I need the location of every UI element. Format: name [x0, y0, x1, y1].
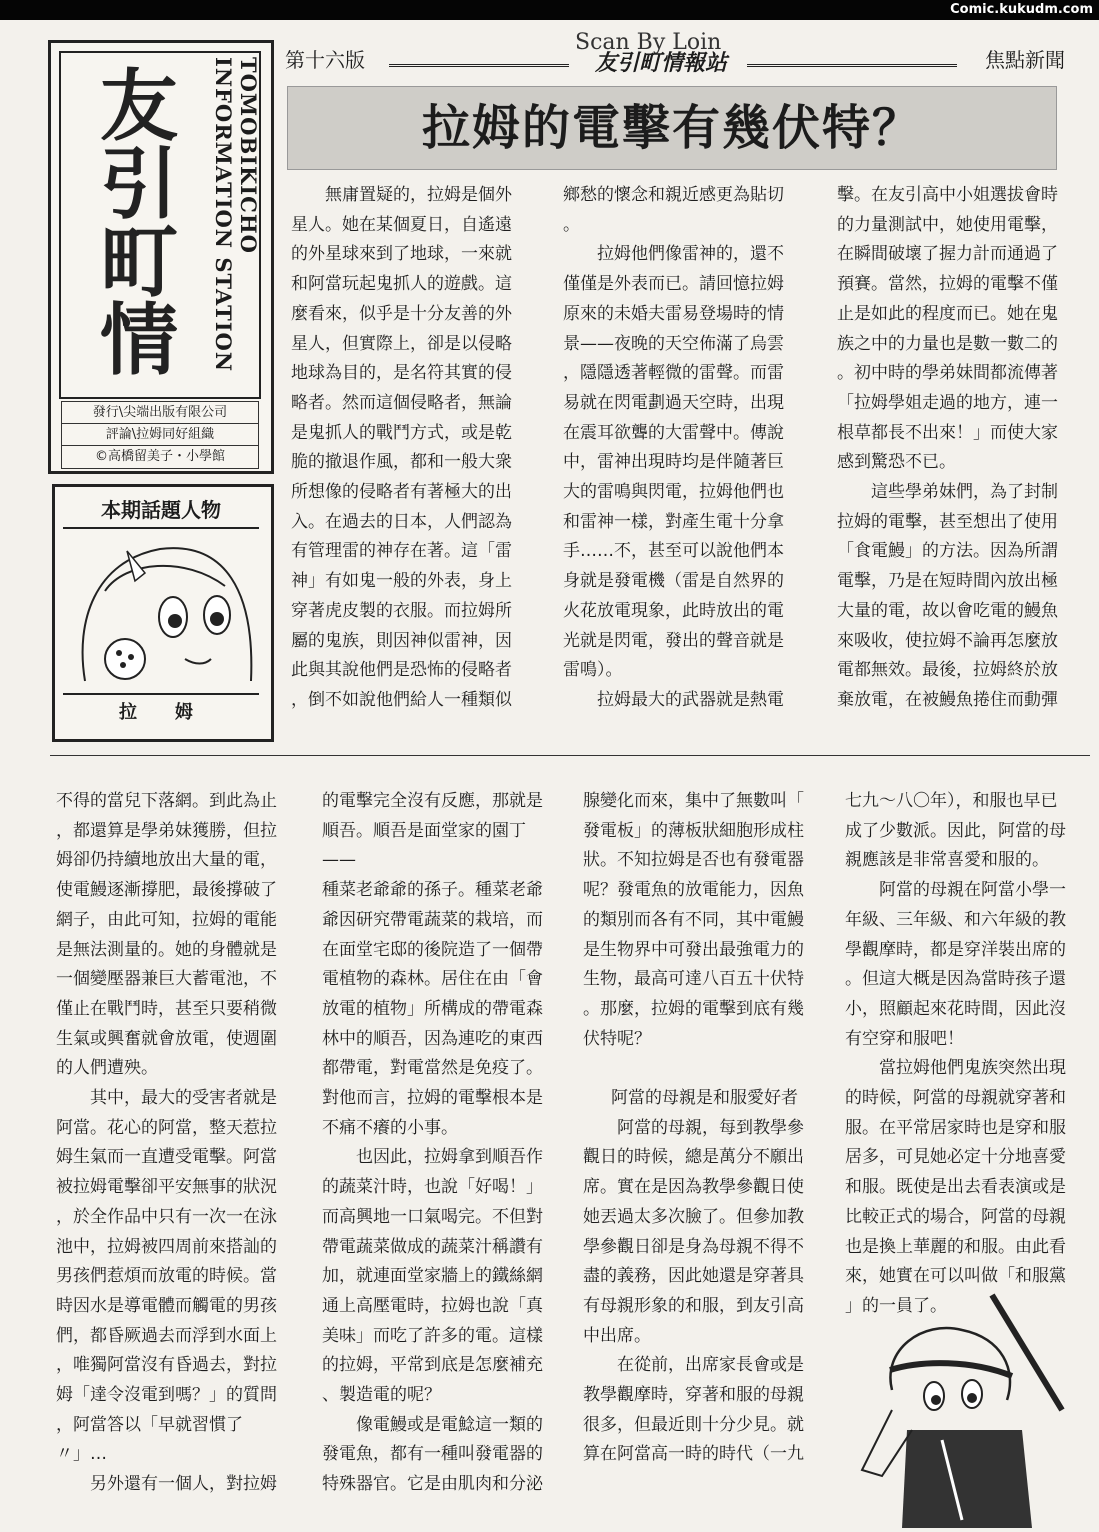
article-line: 」的一員了。: [845, 1295, 947, 1316]
article-line: 狀。不知拉姆是否也有發電器: [583, 850, 804, 871]
article-line: 有空穿和服吧！: [845, 1028, 964, 1049]
article-line: 穿著虎皮製的衣服。而拉姆所: [291, 600, 512, 621]
article-line: 是無法測量的。她的身體就是: [56, 939, 277, 960]
article-line: 七九～八〇年），和服也早已: [845, 791, 1058, 811]
article-line: 帶電蔬菜做成的蔬菜汁稱讚有: [322, 1236, 543, 1257]
article-line: 僅僅是外表而已。請回憶拉姆: [563, 274, 784, 295]
article-line: 感到驚恐不已。: [837, 452, 956, 473]
article-line: 略者。然而這個侵略者，無論: [291, 392, 512, 413]
article-line: 電都無效。最後，拉姆終於放: [837, 660, 1058, 681]
article-line: 池中，拉姆被四周前來搭訕的: [56, 1236, 277, 1257]
article-line: 一個變壓器兼巨大蓄電池，不: [56, 969, 277, 990]
article-column-bottom-4: [845, 787, 1080, 1322]
article-line: 所想像的侵略者有著極大的出: [291, 482, 512, 503]
scan-credit: Scan By Loin: [575, 30, 722, 55]
article-line: 觀日的時候，總是萬分不願出: [583, 1147, 804, 1168]
article-line: 種菜老爺爺的孫子。種菜老爺: [322, 880, 543, 901]
article-line: 姆卻仍持續地放出大量的電，: [56, 850, 277, 871]
article-line: 這些學弟妹們，為了封制: [871, 482, 1058, 503]
article-line: ，阿當答以「早就習慣了〃」…: [56, 1414, 243, 1465]
article-line: 不得的當兒下落網。到此為止: [56, 791, 277, 811]
article-line: 大量的電，故以會吃電的鰻魚: [837, 600, 1058, 621]
article-line: 。初中時的學弟妹間都流傳著: [837, 363, 1058, 384]
article-line: 中，雷神出現時均是伴隨著巨: [563, 452, 784, 473]
article-line: 被拉姆電擊卻平安無事的狀況: [56, 1177, 277, 1198]
article-line: 星人。她在某個夏日，自遙遠: [291, 214, 512, 235]
article-line: [583, 1054, 818, 1084]
article-line: 來，她實在可以叫做「和服黨: [845, 1266, 1066, 1287]
article-line: 預賽。當然，拉姆的電擊不僅: [837, 274, 1058, 295]
article-line: 屬的鬼族，則因神似雷神，因: [291, 630, 512, 651]
masthead-char: 友: [99, 62, 178, 152]
article-column-bottom-3: [583, 787, 818, 1470]
article-line: 其中，最大的受害者就是: [90, 1088, 277, 1109]
article-line: 是鬼抓人的戰鬥方式，或是乾: [291, 422, 512, 443]
article-column-bottom-1: [56, 787, 291, 1500]
article-line: 美味」而吃了許多的電。這樣: [322, 1325, 543, 1346]
page-header: [285, 30, 1065, 76]
article-line: 在瞬間破壞了握力計而通過了: [837, 244, 1058, 265]
article-line: 原來的未婚夫雷易登場時的情: [563, 303, 784, 324]
article-line: 算在阿當高一時的時代（一九: [583, 1444, 804, 1465]
article-line: 擊。在友引高中小姐選拔會時: [837, 185, 1058, 205]
masthead-char: 情: [99, 296, 178, 386]
article-line: 姆「達令沒電到嗎？」的質問: [56, 1385, 277, 1406]
article-line: 發電魚，都有一種叫發電器的: [322, 1444, 543, 1465]
article-line: 阿當的母親，每到教學參: [617, 1117, 804, 1138]
article-line: 星人，但實際上，卻是以侵略: [291, 333, 512, 354]
article-line: 拉姆最大的武器就是熱電: [597, 689, 784, 710]
article-line: 麼看來，似乎是十分友善的外: [291, 303, 512, 324]
article-line: 來吸收，使拉姆不論再怎麼放: [837, 630, 1058, 651]
article-line: 大的雷鳴與閃電，拉姆他們也: [563, 482, 784, 503]
topic-title: 本期話題人物: [63, 493, 259, 529]
article-line: 教學觀摩時，穿著和服的母親: [583, 1385, 804, 1406]
article-line: 「拉姆學姐走過的地方，連一: [837, 392, 1058, 413]
masthead-title: [79, 62, 199, 386]
article-line: 的拉姆，平常到底是怎麼補充: [322, 1355, 543, 1376]
article-line: 林中的順吾，因為連吃的東西: [322, 1028, 543, 1049]
article-line: 爺因研究帶電蔬菜的栽培，而: [322, 909, 543, 930]
article-line: 當拉姆他們鬼族突然出現: [879, 1058, 1066, 1079]
article-line: 棄放電，在被鰻魚捲住而動彈: [837, 689, 1058, 710]
article-column-bottom-2: [322, 787, 557, 1500]
edition-label: 第十六版: [285, 48, 365, 72]
article-line: 在震耳欲聾的大雷聲中。傳說: [563, 422, 784, 443]
masthead-char: 引: [99, 140, 178, 230]
copyright-credit: ©高橋留美子・小學館: [61, 445, 259, 469]
article-line: 順吾。順吾是面堂家的園丁——: [322, 820, 526, 871]
article-line: 的人們遭殃。: [56, 1058, 158, 1079]
article-line: 、製造電的呢？: [322, 1385, 441, 1406]
article-line: 電擊，乃是在短時間內放出極: [837, 571, 1058, 592]
article-line: 也是換上華麗的和服。由此看: [845, 1236, 1066, 1257]
top-bar: [0, 0, 1099, 20]
article-line: 伏特呢？: [583, 1028, 651, 1049]
masthead-box: [48, 40, 274, 474]
article-line: 景——夜晚的天空佈滿了烏雲: [563, 333, 784, 354]
article-line: 生氣或興奮就會放電，使週圍: [56, 1028, 277, 1049]
article-line: ，都還算是學弟妹獲勝，但拉: [56, 820, 277, 841]
article-line: 放電的植物」所構成的帶電森: [322, 998, 543, 1019]
article-line: 是生物界中可發出最強電力的: [583, 939, 804, 960]
lum-portrait-illustration: [65, 531, 261, 687]
article-line: 成了少數派。因此，阿當的母: [845, 820, 1066, 841]
article-line: 雷鳴）。: [563, 660, 623, 681]
article-line: 易就在閃電劃過天空時，出現: [563, 392, 784, 413]
article-line: 生物，最高可達八百五十伏特: [583, 969, 804, 990]
article-line: ，隱隱透著輕微的雷聲。而雷: [563, 363, 784, 384]
publisher-credit: 發行\尖端出版有限公司: [61, 401, 259, 425]
article-line: 時因水是導電體而觸電的男孩: [56, 1295, 277, 1316]
commentary-credit: 評論\拉姆同好組織: [61, 423, 259, 447]
article-line: 阿當。花心的阿當，整天惹拉: [56, 1117, 277, 1138]
article-line: 姆生氣而一直遭受電擊。阿當: [56, 1147, 277, 1168]
article-line: 們，都昏厥過去而浮到水面上: [56, 1325, 277, 1346]
article-column-top-3: [837, 181, 1072, 716]
article-line: 使電鰻逐漸撐肥，最後撐破了: [56, 880, 277, 901]
article-line: 而高興地一口氣喝完。不但對: [322, 1206, 543, 1227]
paper-name: 友引町情報站: [595, 50, 728, 76]
article-line: 中出席。: [583, 1325, 651, 1346]
article-line: 和阿當玩起鬼抓人的遊戲。這: [291, 274, 512, 295]
article-line: 居多，可見她必定十分地喜愛: [845, 1147, 1066, 1168]
article-line: 都帶電，對電當然是免疫了。: [322, 1058, 543, 1079]
lum-mother-illustration: [832, 1290, 1094, 1528]
article-line: 「食電鰻」的方法。因為所謂: [837, 541, 1058, 562]
header-rule-left: [389, 64, 569, 67]
article-line: 比較正式的場合，阿當的母親: [845, 1206, 1066, 1227]
article-line: 阿當的母親在阿當小學一: [879, 880, 1066, 901]
article-line: 和雷神一樣，對產生電十分拿: [563, 511, 784, 532]
article-line: 有母親形象的和服，到友引高: [583, 1295, 804, 1316]
article-line: 學參觀日卻是身為母親不得不: [583, 1236, 804, 1257]
article-line: 像電鰻或是電鯰這一類的: [356, 1414, 543, 1435]
article-line: 發電板」的薄板狀細胞形成柱: [583, 820, 804, 841]
article-line: ，倒不如說他們給人一種類似: [291, 689, 512, 710]
article-line: 在從前，出席家長會或是: [617, 1355, 804, 1376]
article-line: 此與其說他們是恐怖的侵略者: [291, 660, 512, 681]
article-line: 通上高壓電時，拉姆也說「真: [322, 1295, 543, 1316]
article-line: 身就是發電機（雷是自然界的: [563, 571, 784, 592]
article-line: 的時候，阿當的母親就穿著和: [845, 1088, 1066, 1109]
site-watermark: Comic.kukudm.com: [950, 2, 1093, 17]
article-line: 腺變化而來，集中了無數叫「: [583, 791, 804, 811]
article-line: 僅止在戰鬥時，甚至只要稍微: [56, 998, 277, 1019]
article-column-top-1: [291, 181, 526, 716]
article-column-top-2: [563, 181, 798, 716]
article-line: 電植物的森林。居住在由「會: [322, 969, 543, 990]
topic-box: [52, 484, 274, 742]
article-line: 另外還有一個人，對拉姆: [90, 1474, 277, 1495]
masthead-char: 町: [99, 218, 178, 308]
article-line: 盡的義務，因此她還是穿著具: [583, 1266, 804, 1287]
article-line: 有管理雷的神存在著。這「雷: [291, 541, 512, 562]
article-line: 根草都長不出來！」而使大家: [837, 422, 1058, 443]
article-line: 年級、三年級、和六年級的教: [845, 909, 1066, 930]
article-line: 。: [563, 214, 580, 235]
article-line: 拉姆的電擊，甚至想出了使用: [837, 511, 1058, 532]
article-line: 地球為目的，是名符其實的侵: [291, 363, 512, 384]
article-line: 火花放電現象，此時放出的電: [563, 600, 784, 621]
article-line: 止是如此的程度而已。她在鬼: [837, 303, 1058, 324]
article-line: 在面堂宅邸的後院造了一個帶: [322, 939, 543, 960]
article-line: 脆的撤退作風，都和一般大衆: [291, 452, 512, 473]
article-line: 特殊器官。它是由肌肉和分泌: [322, 1474, 543, 1495]
article-line: 呢？發電魚的放電能力，因魚: [583, 880, 804, 901]
article-line: 拉姆他們像雷神的，還不: [597, 244, 784, 265]
article-line: 光就是閃電，發出的聲音就是: [563, 630, 784, 651]
article-line: 。但這大概是因為當時孩子還: [845, 969, 1066, 990]
article-line: 無庸置疑的，拉姆是個外: [325, 185, 512, 205]
article-line: 網子，由此可知，拉姆的電能: [56, 909, 277, 930]
article-line: 學觀摩時，都是穿洋裝出席的: [845, 939, 1066, 960]
masthead-inner: [59, 51, 261, 399]
article-line: 小，照顧起來花時間，因此沒: [845, 998, 1066, 1019]
masthead-english: TOMOBIKICHO INFORMATION STATION: [211, 57, 261, 373]
article-line: 手……不，甚至可以說他們本: [563, 541, 784, 562]
article-line: 席。實在是因為教學參觀日使: [583, 1177, 804, 1198]
article-line: 男孩們惹煩而放電的時候。當: [56, 1266, 277, 1287]
article-line: 對他而言，拉姆的電擊根本是: [322, 1088, 543, 1109]
section-divider: [50, 755, 1090, 756]
article-line: 很多，但最近則十分少見。就: [583, 1414, 804, 1435]
article-line: 也因此，拉姆拿到順吾作: [356, 1147, 543, 1168]
article-line: 不痛不癢的小事。: [322, 1117, 458, 1138]
article-line: 親應該是非常喜愛和服的。: [845, 850, 1049, 871]
article-line: 族之中的力量也是數一數二的: [837, 333, 1058, 354]
headline: 拉姆的電擊有幾伏特？: [287, 86, 1057, 170]
article-line: 的電擊完全沒有反應，那就是: [322, 791, 543, 811]
article-line: 。那麼，拉姆的電擊到底有幾: [583, 998, 804, 1019]
article-line: 的類別而各有不同，其中電鰻: [583, 909, 804, 930]
article-line: 入。在過去的日本，人們認為: [291, 511, 512, 532]
article-line: 的外星球來到了地球，一來就: [291, 244, 512, 265]
header-rule-right: [747, 64, 957, 67]
article-line: 鄉愁的懷念和親近感更為貼切: [563, 185, 784, 205]
article-line: 她丟過太多次臉了。但參加教: [583, 1206, 804, 1227]
article-line: 服。在平常居家時也是穿和服: [845, 1117, 1066, 1138]
article-line: 神」有如鬼一般的外表，身上: [291, 571, 512, 592]
article-line: 的蔬菜汁時，也說「好喝！」: [322, 1177, 543, 1198]
article-line: 加，就連面堂家牆上的鐵絲網: [322, 1266, 543, 1287]
section-label: 焦點新聞: [985, 48, 1065, 72]
article-line: 的力量測試中，她使用電擊，: [837, 214, 1058, 235]
article-line: ，唯獨阿當沒有昏過去，對拉: [56, 1355, 277, 1376]
topic-name: 拉 姆: [63, 693, 259, 731]
article-line: 和服。既使是出去看表演或是: [845, 1177, 1066, 1198]
article-line: ，於全作品中只有一次一在泳: [56, 1206, 277, 1227]
article-line: 阿當的母親是和服愛好者: [611, 1088, 798, 1109]
